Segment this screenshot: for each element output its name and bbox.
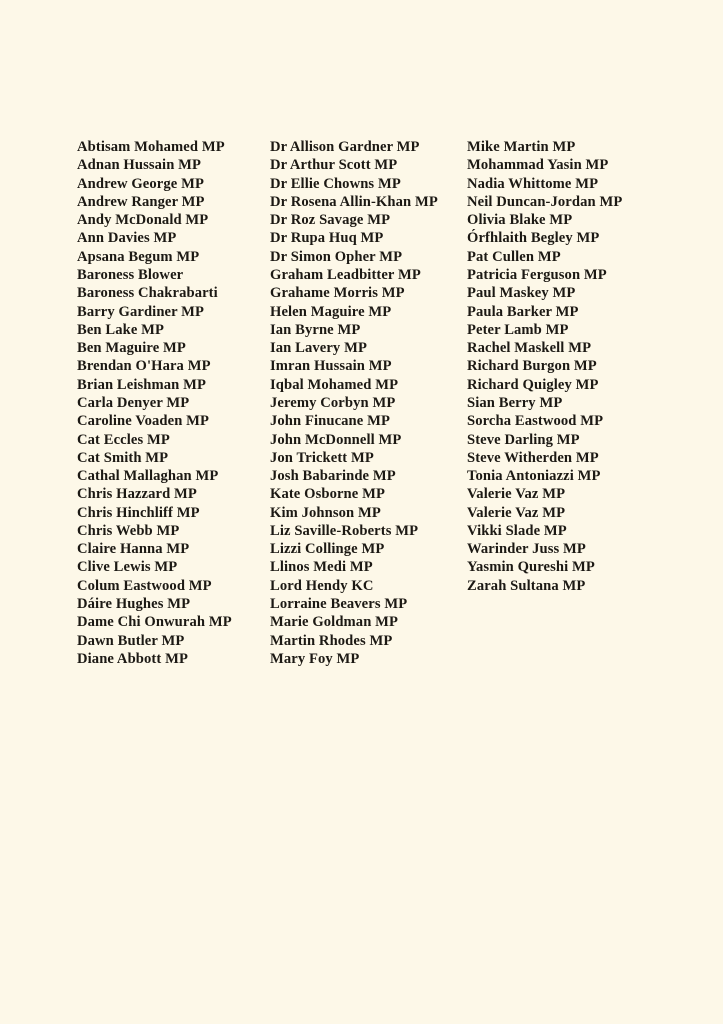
list-item: Lord Hendy KC (270, 577, 374, 594)
list-item: Paula Barker MP (467, 303, 579, 320)
list-item: Sian Berry MP (467, 394, 563, 411)
list-item: Cathal Mallaghan MP (77, 468, 219, 485)
list-item: Helen Maguire MP (270, 303, 392, 320)
list-item: Adnan Hussain MP (77, 157, 202, 174)
list-item: Dr Allison Gardner MP (270, 139, 420, 155)
list-item: Chris Hazzard MP (77, 486, 197, 503)
list-item: Marie Goldman MP (270, 614, 399, 631)
list-item: Lorraine Beavers MP (270, 596, 408, 613)
list-item: Dr Rosena Allin-Khan MP (270, 193, 438, 210)
list-item: Kate Osborne MP (270, 486, 385, 503)
list-item: Dame Chi Onwurah MP (77, 614, 232, 631)
list-item: Dáire Hughes MP (77, 596, 191, 613)
list-item: Peter Lamb MP (467, 321, 569, 338)
list-item: Tonia Antoniazzi MP (467, 468, 601, 485)
list-item: Richard Burgon MP (467, 358, 597, 375)
list-item: Chris Hinchliff MP (77, 504, 200, 521)
list-item: Paul Maskey MP (467, 285, 576, 302)
list-item: Dawn Butler MP (77, 632, 185, 649)
list-item: Nadia Whittome MP (467, 175, 599, 192)
list-item: Brian Leishman MP (77, 376, 206, 393)
list-item: Lizzi Collinge MP (270, 541, 385, 558)
list-item: Patricia Ferguson MP (467, 266, 607, 283)
list-item: Warinder Juss MP (467, 541, 586, 558)
list-item: Barry Gardiner MP (77, 303, 205, 320)
list-item: Abtisam Mohamed MP (77, 139, 225, 155)
list-item: Ian Lavery MP (270, 340, 367, 357)
list-item: Claire Hanna MP (77, 541, 190, 558)
list-item: Yasmin Qureshi MP (467, 559, 595, 576)
list-item: Vikki Slade MP (467, 522, 567, 539)
list-item: Josh Babarinde MP (270, 468, 396, 485)
list-item: Sorcha Eastwood MP (467, 413, 604, 430)
name-column-2 (270, 138, 467, 668)
list-item: Jon Trickett MP (270, 449, 374, 466)
list-item: Mohammad Yasin MP (467, 157, 609, 174)
list-item: Martin Rhodes MP (270, 632, 393, 649)
list-item: Baroness Blower (77, 266, 184, 283)
list-item: Órfhlaith Begley MP (467, 230, 600, 247)
list-item: Dr Ellie Chowns MP (270, 175, 401, 192)
list-item: Clive Lewis MP (77, 559, 178, 576)
list-item: Mary Foy MP (270, 650, 360, 667)
name-column-1 (77, 138, 270, 668)
list-item: Dr Simon Opher MP (270, 248, 403, 265)
list-item: Brendan O'Hara MP (77, 358, 211, 375)
list-item: Zarah Sultana MP (467, 577, 586, 594)
list-item: Andy McDonald MP (77, 212, 209, 229)
list-item: John Finucane MP (270, 413, 390, 430)
list-item: Andrew George MP (77, 175, 204, 192)
list-item: Richard Quigley MP (467, 376, 599, 393)
list-item: Baroness Chakrabarti (77, 285, 218, 302)
list-item: John McDonnell MP (270, 431, 402, 448)
list-item: Grahame Morris MP (270, 285, 405, 302)
list-item: Iqbal Mohamed MP (270, 376, 399, 393)
list-item: Steve Darling MP (467, 431, 580, 448)
list-item: Colum Eastwood MP (77, 577, 212, 594)
list-item: Ann Davies MP (77, 230, 177, 247)
list-item: Caroline Voaden MP (77, 413, 210, 430)
list-item: Carla Denyer MP (77, 394, 190, 411)
list-item: Liz Saville-Roberts MP (270, 522, 419, 539)
list-item: Ben Lake MP (77, 321, 165, 338)
list-item: Olivia Blake MP (467, 212, 573, 229)
list-item: Pat Cullen MP (467, 248, 561, 265)
list-item: Mike Martin MP (467, 139, 576, 155)
list-item: Valerie Vaz MP (467, 504, 566, 521)
list-item: Imran Hussain MP (270, 358, 392, 375)
list-item: Diane Abbott MP (77, 650, 188, 667)
list-item: Chris Webb MP (77, 522, 180, 539)
list-item: Kim Johnson MP (270, 504, 381, 521)
list-item: Dr Roz Savage MP (270, 212, 391, 229)
list-item: Dr Rupa Huq MP (270, 230, 384, 247)
list-item: Rachel Maskell MP (467, 340, 592, 357)
list-item: Andrew Ranger MP (77, 193, 205, 210)
name-column-3 (467, 138, 667, 595)
list-item: Graham Leadbitter MP (270, 266, 421, 283)
list-item: Apsana Begum MP (77, 248, 200, 265)
list-item: Neil Duncan-Jordan MP (467, 193, 623, 210)
list-item: Ben Maguire MP (77, 340, 186, 357)
name-list (77, 138, 667, 668)
list-item: Ian Byrne MP (270, 321, 361, 338)
list-item: Jeremy Corbyn MP (270, 394, 396, 411)
list-item: Llinos Medi MP (270, 559, 373, 576)
list-item: Dr Arthur Scott MP (270, 157, 398, 174)
list-item: Cat Eccles MP (77, 431, 170, 448)
list-item: Steve Witherden MP (467, 449, 599, 466)
list-item: Cat Smith MP (77, 449, 169, 466)
list-item: Valerie Vaz MP (467, 486, 566, 503)
